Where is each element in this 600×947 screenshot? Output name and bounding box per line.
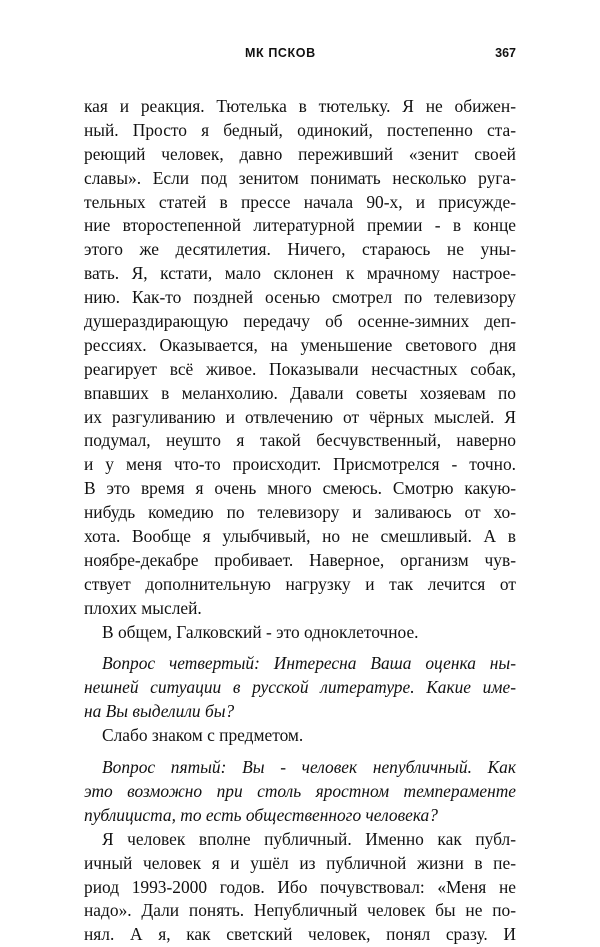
text-line: хота. Вообще я улыбчивый, но не смешливый. А в [84, 526, 516, 547]
text-line: впавших в меланхолию. Давали советы хозяевам по [84, 382, 516, 403]
text-line: нешней ситуации в русской литературе. Какие име- [84, 677, 516, 698]
text-line: и у меня что-то происходит. Присмотрелся - точно. [84, 454, 516, 475]
answer-four [84, 724, 516, 748]
text-line: тельных статей в прессе начала 90-х, и присужде- [84, 191, 516, 212]
text-line: публициста, то есть общественного человека? [84, 804, 438, 825]
text-line: славы». Если под зенитом понимать несколько руга- [84, 167, 516, 188]
text-line: ный. Просто я бедный, одинокий, постепенно ста- [84, 119, 516, 140]
running-head: МК ПСКОВ [245, 46, 316, 60]
text-line: ичный человек я и ушёл из публичной жизни в пе- [84, 852, 516, 873]
text-line: нял. А я, как светский человек, понял сразу. И [84, 924, 516, 945]
text-line: Я человек вполне публичный. Именно как публ- [102, 828, 516, 849]
body-text [84, 95, 516, 947]
text-line: этого же десятилетия. Ничего, стараюсь не уны- [84, 239, 516, 260]
text-line: это возможно при столь яростном темпераменте [84, 780, 516, 801]
question-five [84, 756, 516, 828]
paragraph-galkovsky [84, 621, 516, 645]
text-line: В общем, Галковский - это одноклеточное. [102, 621, 419, 642]
text-line: риод 1993-2000 годов. Ибо почувствовал: «Меня не [84, 876, 516, 897]
text-line: их разгуливанию и отвлечению от чёрных мыслей. Я [84, 406, 516, 427]
text-line: душераздирающую передачу об осенне-зимних деп- [84, 311, 516, 332]
paragraph-answer-3 [84, 95, 516, 621]
text-line: реагирует всё живое. Показывали несчастных собак, [84, 358, 516, 379]
text-line: надо». Дали понять. Непубличный человек бы не по- [84, 900, 516, 921]
text-line: Вопрос пятый: Вы - человек непубличный. Как [102, 757, 516, 778]
page-header [0, 46, 600, 66]
text-line: ние второстепенной литературной премии - в конце [84, 215, 516, 236]
text-line: Вопрос четвертый: Интересна Ваша оценка ны- [102, 653, 516, 674]
text-line: плохих мыслей. [84, 597, 202, 618]
text-line: кая и реакция. Тютелька в тютельку. Я не обижен- [84, 96, 516, 116]
text-line: подумал, неуштo я такой бесчувственный, наверно [84, 430, 516, 451]
text-line: вать. Я, кстати, мало склонен к мрачному настрое- [84, 263, 516, 284]
page-number: 367 [495, 46, 516, 60]
text-line: ноябре-декабре пробивает. Наверное, организм чув- [84, 549, 516, 570]
text-line: В это время я очень много смеюсь. Смотрю какую- [84, 478, 516, 499]
answer-five [84, 828, 516, 947]
text-line: нибудь комедию по телевизору и заливаюсь от хо- [84, 502, 516, 523]
text-line: на Вы выделили бы? [84, 701, 235, 722]
question-four [84, 652, 516, 724]
text-line: нию. Как-то поздней осенью смотрел по телевизору [84, 287, 516, 308]
text-line: Слабо знаком с предметом. [102, 725, 304, 746]
text-line: реющий человек, давно переживший «зенит своей [84, 143, 516, 164]
text-line: ствует дополнительную нагрузку и так лечится от [84, 573, 516, 594]
text-line: рессиях. Оказывается, на уменьшение светового дня [84, 334, 516, 355]
